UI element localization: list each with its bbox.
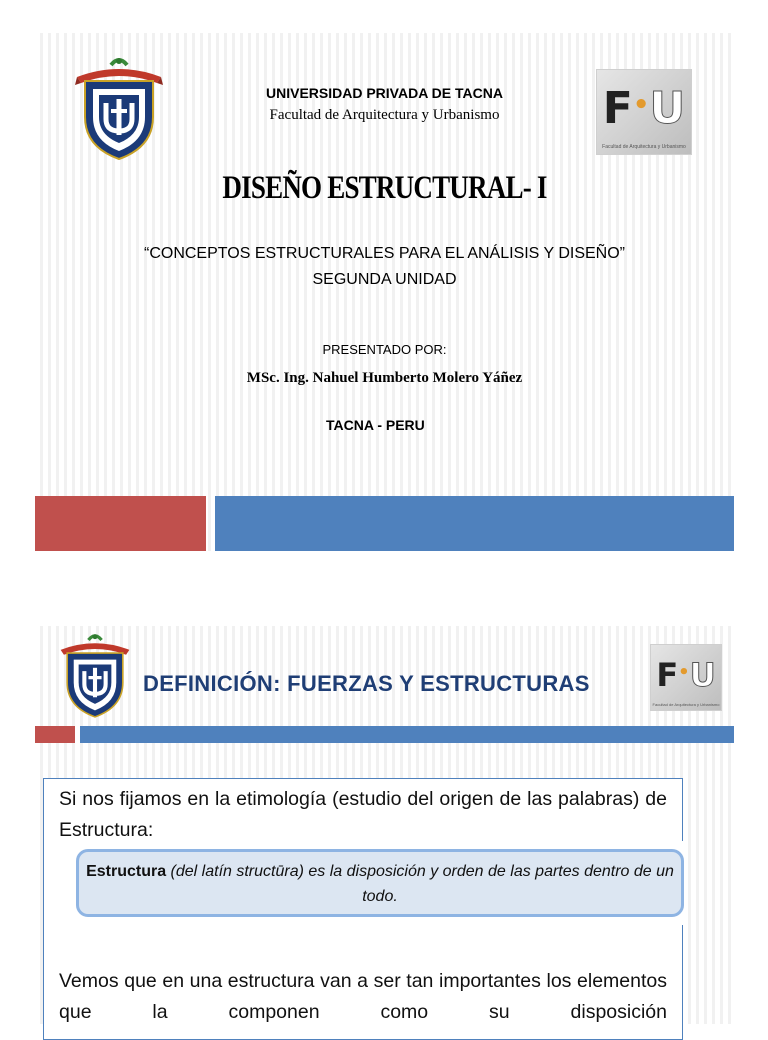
presented-by-label: PRESENTADO POR: — [322, 342, 447, 357]
etymology-paragraph: Si nos fijamos en la etimología (estudio del origen de las palabras) de Estructura: — [59, 788, 667, 841]
subtitle-line-1: “CONCEPTOS ESTRUCTURALES PARA EL ANÁLISIS Y DISEÑO” — [143, 245, 626, 262]
definition-term: Estructura — [86, 863, 167, 880]
university-name: UNIVERSIDAD PRIVADA DE TACNA — [266, 85, 503, 101]
accent-bar-red — [35, 726, 75, 743]
fau-logo-f: F — [602, 83, 633, 134]
content-box — [43, 778, 683, 1040]
fau-faculty-logo: F•U Facultad de Arquitectura y Urbanismo — [650, 644, 722, 711]
subtitle-line-2: SEGUNDA UNIDAD — [312, 271, 457, 288]
accent-bar-red — [35, 496, 206, 551]
location: TACNA - PERU — [326, 417, 425, 433]
course-title: DISEÑO ESTRUCTURAL- I — [222, 170, 547, 206]
accent-bar-blue — [215, 496, 734, 551]
definition-callout — [76, 849, 684, 917]
fau-logo-f: F — [656, 656, 679, 694]
fau-logo-u: U — [649, 83, 686, 134]
university-crest-logo — [59, 631, 131, 721]
accent-bar-blue — [80, 726, 734, 743]
fau-logo-caption: Facultad de Arquitectura y Urbanismo — [652, 702, 720, 707]
definition-box — [66, 841, 684, 925]
fau-faculty-logo: F•U Facultad de Arquitectura y Urbanismo — [596, 69, 692, 155]
slide-subtitle — [35, 241, 734, 293]
structure-paragraph: Vemos que en una estructura van a ser tan importantes los elementos que la componen como su disposición — [59, 970, 667, 1023]
fau-logo-u: U — [689, 656, 716, 694]
definition-slide — [35, 626, 734, 1024]
fau-logo-caption: Facultad de Arquitectura y Urbanismo — [602, 144, 686, 150]
title-slide — [35, 33, 734, 551]
faculty-name: Facultad de Arquitectura y Urbanismo — [269, 107, 500, 123]
author-name: MSc. Ing. Nahuel Humberto Molero Yáñez — [246, 370, 523, 386]
definition-text: (del latín structūra) es la disposición y orden de las partes dentro de un todo. — [166, 863, 674, 905]
slide-title: DEFINICIÓN: FUERZAS Y ESTRUCTURAS — [143, 671, 590, 696]
